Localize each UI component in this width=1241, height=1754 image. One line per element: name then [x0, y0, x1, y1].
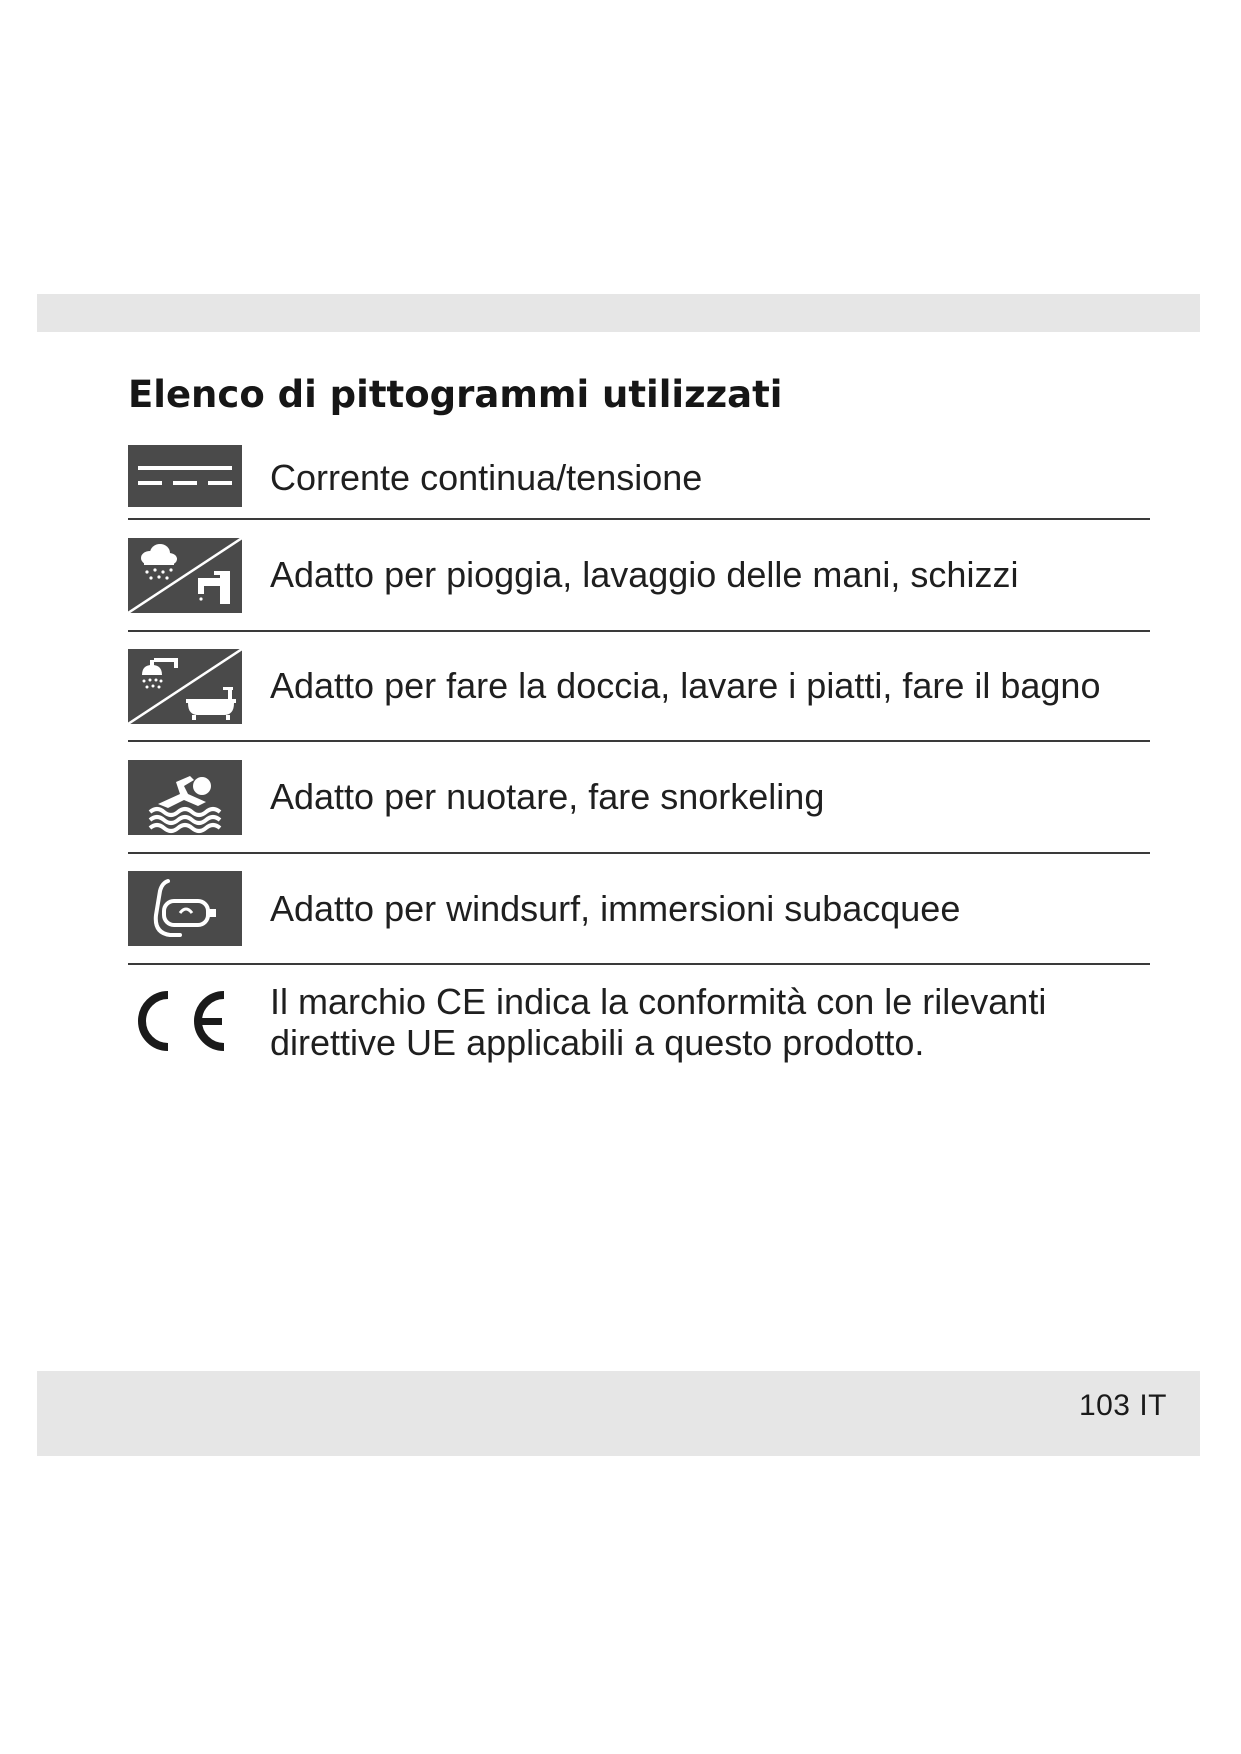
pictogram-label: Adatto per pioggia, lavaggio delle mani, schizzi: [270, 554, 1019, 595]
ce-description-line: direttive UE applicabili a questo prodotto.: [270, 1022, 925, 1063]
shower-bath-icon: [128, 649, 242, 724]
pictogram-label: Adatto per windsurf, immersioni subacquee: [270, 887, 961, 929]
pictogram-label: Corrente continua/tensione: [270, 457, 703, 498]
section-title: Elenco di pittogrammi utilizzati: [128, 373, 783, 416]
list-item: [128, 520, 1150, 632]
footer-band: [37, 1371, 1200, 1456]
list-item: [128, 443, 1150, 520]
rain-hand-washing-icon: [128, 538, 242, 613]
ce-statement: [128, 965, 1150, 1075]
pictogram-section: [128, 370, 1150, 1075]
pictogram-list: [128, 443, 1150, 1075]
list-item: [128, 854, 1150, 965]
swimming-icon: [128, 760, 242, 835]
pictogram-label: Adatto per nuotare, fare snorkeling: [270, 776, 825, 817]
ce-mark-icon: [128, 981, 242, 1061]
snorkel-mask-icon: [128, 871, 242, 946]
direct-current-icon: [128, 445, 242, 507]
header-band: [37, 294, 1200, 332]
ce-description-line: Il marchio CE indica la conformità con le rilevanti: [270, 981, 1047, 1022]
list-item: [128, 632, 1150, 742]
list-item: [128, 742, 1150, 854]
page-number: 103 IT: [1078, 1389, 1167, 1422]
ce-description: [270, 981, 1046, 1063]
pictogram-label: Adatto per fare la doccia, lavare i piatti, fare il bagno: [270, 665, 1101, 706]
